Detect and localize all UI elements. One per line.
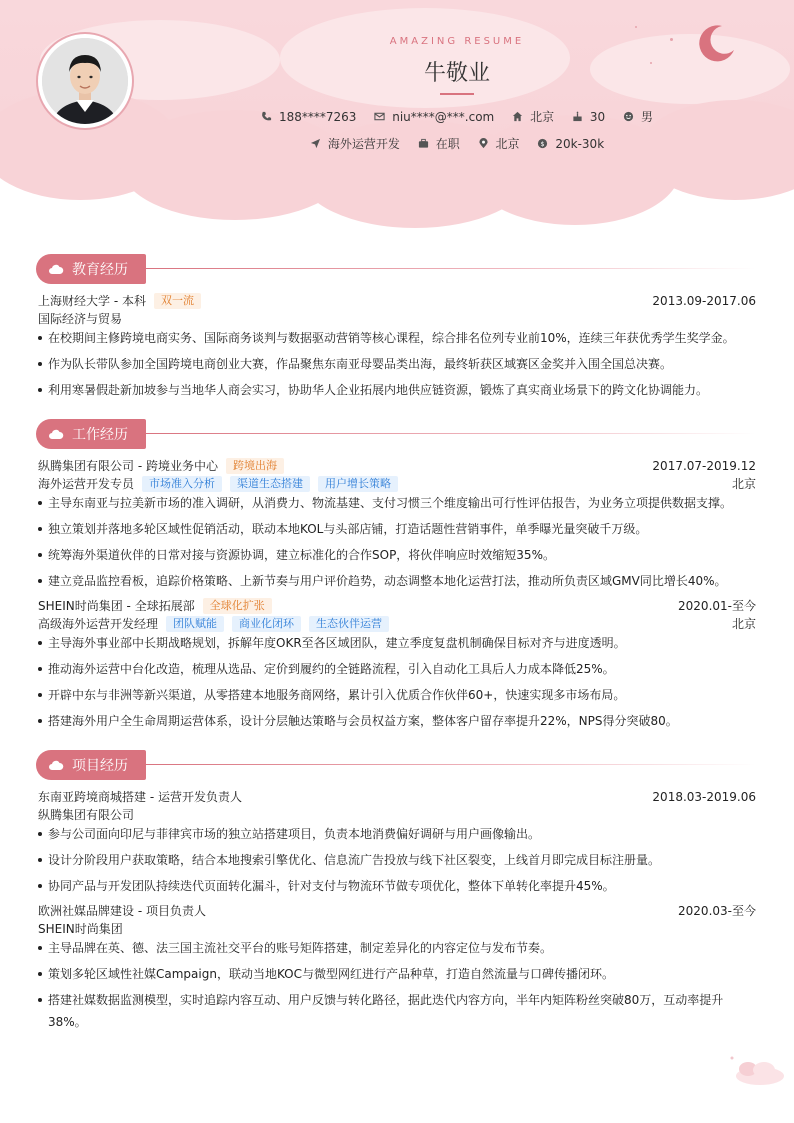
intent-row [0,135,794,152]
section-title: 工作经历 [72,427,128,443]
list-item: 设计分阶段用户获取策略，结合本地搜索引擎优化、信息流广告投放与线下社区裂变，上线首月即完成目标注册量。 [38,849,756,871]
intent-status: 在职 [418,135,460,152]
intent-city: 北京 [478,135,520,152]
job-city: 北京 [731,617,756,631]
contact-city: 北京 [512,108,554,125]
list-item: 主导东南亚与拉美新市场的准入调研，从消费力、物流基建、支付习惯三个维度输出可行性评估报告，为业务立项提供数据支撑。 [38,492,756,514]
list-item: 利用寒暑假赴新加坡参与当地华人商会实习，协助华人企业拓展内地供应链资源，锻炼了真实商业场景下的跨文化协调能力。 [38,379,756,401]
job-period: 2020.01-至今 [678,599,756,613]
job-position: 海外运营开发专员 [38,477,135,491]
list-item: 主导海外事业部中长期战略规划，拆解年度OKR至各区域团队，建立季度复盘机制确保目标对齐与进度透明。 [38,632,756,654]
job-position-row [38,615,756,632]
list-item: 推动海外运营中台化改造，梳理从选品、定价到履约的全链路流程，引入自动化工具后人力成本降低25%。 [38,658,756,680]
location-icon [478,138,489,149]
section-work [36,419,756,449]
section-title: 项目经历 [72,758,128,774]
list-item: 参与公司面向印尼与菲律宾市场的独立站搭建项目，负责本地消费偏好调研与用户画像输出。 [38,823,756,845]
list-item: 协同产品与开发团队持续迭代页面转化漏斗，针对支付与物流环节做专项优化，整体下单转化率提升45%。 [38,875,756,897]
cloud-icon [48,428,64,440]
resume-tagline: AMAZING RESUME [389,36,525,47]
skill-tag: 市场准入分析 [142,476,222,492]
list-item: 作为队长带队参加全国跨境电商创业大赛，作品聚焦东南亚母婴品类出海，最终斩获区域赛区金奖并入围全国总决赛。 [38,353,756,375]
phone-icon [261,111,272,122]
home-icon [512,111,523,122]
major: 国际经济与贸易 [38,312,123,326]
project-period: 2018.03-2019.06 [652,789,756,804]
list-item: 主导品牌在英、德、法三国主流社交平台的账号矩阵搭建，制定差异化的内容定位与发布节奏。 [38,937,756,959]
project-period: 2020.03-至今 [678,904,756,918]
school-tag: 双一流 [154,293,201,309]
skill-tag: 渠道生态搭建 [230,476,310,492]
company-tag: 跨境出海 [226,458,284,474]
svg-text:$: $ [540,139,545,148]
cloud-icon [48,263,64,275]
project-org: 纵腾集团有限公司 [38,808,135,822]
company-name: SHEIN时尚集团 - 全球拓展部 [38,599,195,613]
education-major-row [38,310,756,327]
project-row [38,902,756,919]
job-position-row [38,475,756,492]
section-education [36,254,756,284]
cake-icon [572,111,583,122]
project-org-row [38,806,756,823]
list-item: 开辟中东与非洲等新兴渠道，从零搭建本地服务商网络，累计引入优质合作伙伴60+，快速实现多市场布局。 [38,684,756,706]
contact-age: 30 [572,110,605,124]
section-projects [36,750,756,780]
job-company-row [38,597,756,614]
smile-icon [623,111,634,122]
list-item: 独立策划并落地多轮区域性促销活动，联动本地KOL与头部店铺，打造话题性营销事件，单季曝光量突破千万级。 [38,518,756,540]
list-item: 统筹海外渠道伙伴的日常对接与资源协调，建立标准化的合作SOP，将伙伴响应时效缩短35%。 [38,544,756,566]
education-period: 2013.09-2017.06 [652,293,756,308]
mail-icon [374,111,385,122]
list-item: 搭建社媒数据监测模型，实时追踪内容互动、用户反馈与转化路径，据此迭代内容方向，半年内矩阵粉丝突破80万，互动率提升38%。 [38,989,728,1033]
list-item: 建立竞品监控看板，追踪价格策略、上新节奏与用户评价趋势，动态调整本地化运营打法，推动所负责区域GMV同比增长40%。 [38,570,756,592]
candidate-name: 牛敬业 [423,61,490,86]
education-school-row [38,292,756,309]
school-name: 上海财经大学 - 本科 [38,294,146,308]
contact-gender: 男 [623,108,653,125]
job-position: 高级海外运营开发经理 [38,617,159,631]
company-name: 纵腾集团有限公司 - 跨境业务中心 [38,459,218,473]
intent-salary: $ 20k-30k [537,137,604,151]
project-org: SHEIN时尚集团 [38,922,123,936]
intent-position: 海外运营开发 [310,135,400,152]
company-tag: 全球化扩张 [203,598,272,614]
contact-email: niu****@***.com [374,110,494,124]
briefcase-icon [418,138,429,149]
job-city: 北京 [731,477,756,491]
project-name: 东南亚跨境商城搭建 - 运营开发负责人 [38,790,242,804]
skill-tag: 用户增长策略 [318,476,398,492]
skill-tag: 生态伙伴运营 [309,616,389,632]
send-icon [310,138,321,149]
name-underline [440,93,474,95]
list-item: 在校期间主修跨境电商实务、国际商务谈判与数据驱动营销等核心课程，综合排名位列专业前10%，连续三年获优秀学生奖学金。 [38,327,756,349]
contact-row [0,108,794,125]
project-name: 欧洲社媒品牌建设 - 项目负责人 [38,904,206,918]
contact-phone: 188****7263 [261,110,356,124]
project-row [38,788,756,805]
list-item: 搭建海外用户全生命周期运营体系，设计分层触达策略与会员权益方案，整体客户留存率提升22%，NPS得分突破80。 [38,710,756,732]
cloud-icon [48,759,64,771]
cloud-decoration-icon [728,1056,788,1088]
job-period: 2017.07-2019.12 [652,458,756,473]
job-company-row [38,457,756,474]
skill-tag: 商业化闭环 [232,616,301,632]
list-item: 策划多轮区域性社媒Campaign，联动当地KOC与微型网红进行产品种草，打造自然流量与口碑传播闭环。 [38,963,756,985]
skill-tag: 团队赋能 [166,616,224,632]
money-icon [537,138,548,149]
section-title: 教育经历 [72,262,128,278]
project-org-row [38,920,756,937]
